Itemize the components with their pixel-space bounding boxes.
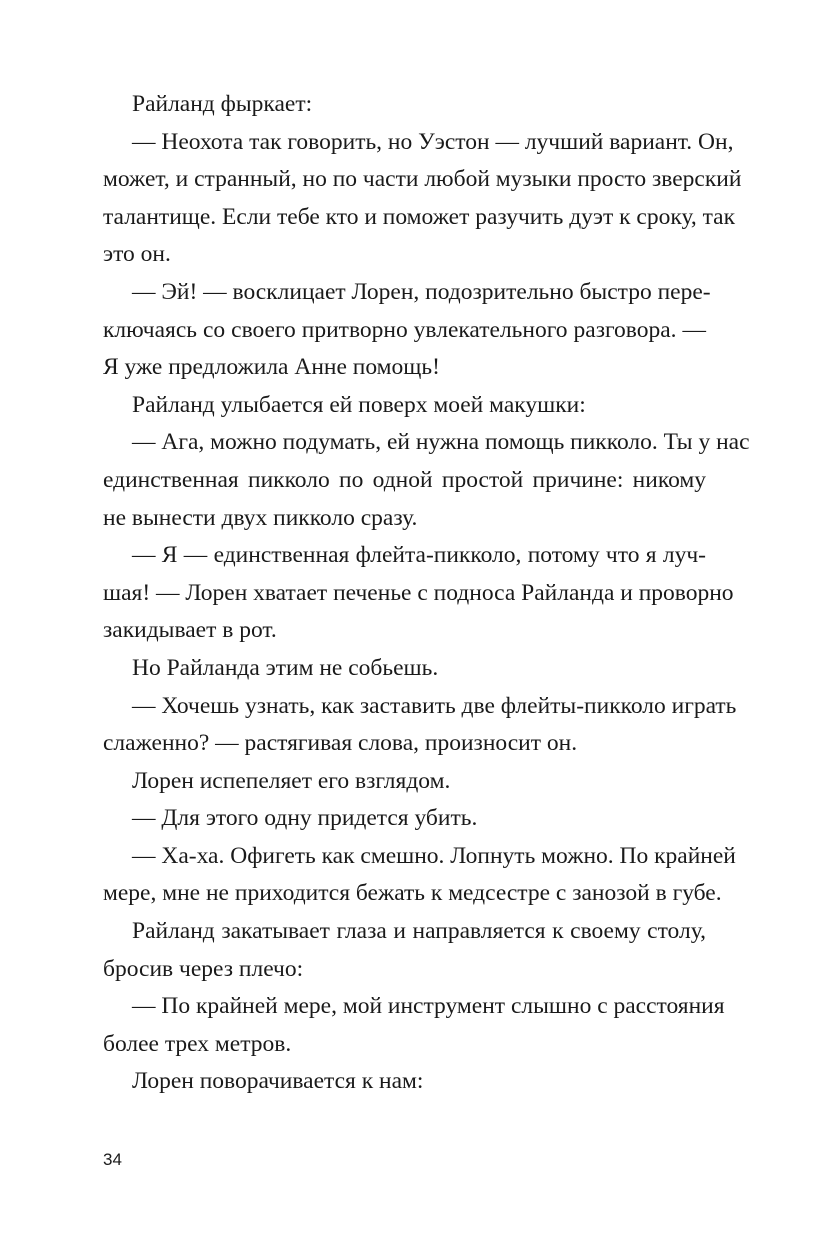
text-line: — Неохота так говорить, но Уэстон — лучший вариант. Он, <box>132 128 734 155</box>
paragraph <box>103 800 706 838</box>
text-line: — Ага, можно подумать, ей нужна помощь пикколо. Ты у нас <box>132 429 750 456</box>
paragraph <box>103 838 736 913</box>
text-line: Лорен поворачивается к нам: <box>132 1068 424 1095</box>
text-line: Райланд фыркает: <box>132 91 313 117</box>
paragraph <box>103 537 734 650</box>
text-line: может, и странный, но по части любой музыки просто зверский <box>103 166 742 193</box>
paragraph <box>103 86 706 124</box>
body-text <box>103 86 750 1101</box>
text-line: слаженно? — растягивая слова, произносит он. <box>103 730 578 757</box>
text-line: более трех метров. <box>103 1030 292 1057</box>
text-line: Райланд улыбается ей поверх моей макушки: <box>132 391 586 418</box>
text-line: — По крайней мере, мой инструмент слышно с расстояния <box>132 993 725 1020</box>
paragraph <box>103 387 706 425</box>
text-line: — Я — единственная флейта-пикколо, потому что я луч- <box>132 542 706 569</box>
paragraph <box>103 650 706 688</box>
paragraph <box>103 913 706 988</box>
paragraph <box>103 1063 706 1101</box>
text-line: мере, мне не приходится бежать к медсестре с занозой в губе. <box>103 880 722 907</box>
text-line: Райланд закатывает глаза и направляется к своему столу, <box>132 918 706 945</box>
text-line: шая! — Лорен хватает печенье с подноса Райланда и проворно <box>103 579 734 606</box>
paragraph <box>103 274 711 387</box>
paragraph <box>103 124 742 274</box>
text-line: это он. <box>103 241 171 268</box>
paragraph <box>103 763 706 801</box>
text-line: — Эй! — восклицает Лорен, подозрительно быстро пере- <box>132 278 711 305</box>
text-line: Я уже предложила Анне помощь! <box>103 354 440 381</box>
text-line: — Для этого одну придется убить. <box>132 805 478 832</box>
paragraph <box>103 424 750 537</box>
text-line: закидывает в рот. <box>103 617 277 644</box>
text-line: — Хочешь узнать, как заставить две флейты-пикколо играть <box>132 692 737 719</box>
text-line: талантище. Если тебе кто и поможет разучить дуэт к сроку, так <box>103 203 735 230</box>
text-line: не вынести двух пикколо сразу. <box>103 504 418 531</box>
paragraph <box>103 988 725 1063</box>
text-line: бросив через плечо: <box>103 955 304 982</box>
text-line: — Ха-ха. Офигеть как смешно. Лопнуть можно. По крайней <box>132 842 736 869</box>
text-line: единственная пикколо по одной простой причине: никому <box>103 466 706 493</box>
paragraph <box>103 688 737 763</box>
page-number: 34 <box>103 1150 122 1169</box>
text-line: Но Райланда этим не собьешь. <box>132 654 439 681</box>
text-line: ключаясь со своего притворно увлекательного разговора. — <box>103 316 706 343</box>
text-line: Лорен испепеляет его взглядом. <box>132 767 451 794</box>
